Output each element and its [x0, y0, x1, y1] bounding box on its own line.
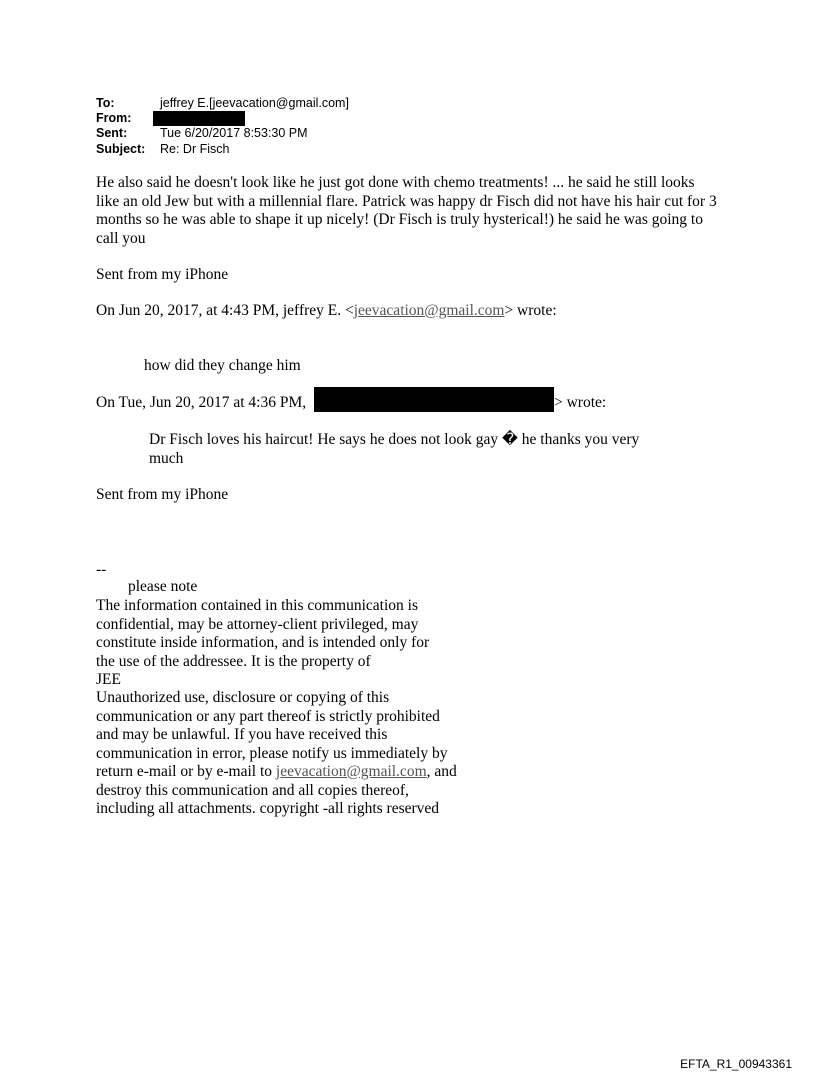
- sent-from-iphone-1: Sent from my iPhone: [96, 266, 229, 283]
- disclaimer-jee: JEE: [96, 671, 121, 688]
- quote-header-2-prefix: On Tue, Jun 20, 2017 at 4:36 PM,: [96, 394, 307, 411]
- quote-header-1-prefix: On Jun 20, 2017, at 4:43 PM, jeffrey E. <: [96, 302, 354, 319]
- quote-header-1-suffix: > wrote:: [504, 302, 557, 319]
- subject-value: Re: Dr Fisch: [160, 142, 230, 156]
- disclaimer-text-2: Unauthorized use, disclosure or copying of this communication or any part thereof is strictly prohibited and may be unlawful. If you have received this communication in error, please notify us immediately by return e-mail or by e-mail to: [96, 689, 448, 780]
- to-value: jeffrey E.[jeevacation@gmail.com]: [160, 96, 349, 110]
- disclaimer-part-1: The information contained in this communication is confidential, may be attorney-client privileged, may constitute inside information, and is intended only for the use of the addressee. It is the property of: [96, 597, 430, 670]
- disclaimer-text-3: , and destroy this communication and all copies thereof, including all attachments. copyright -all rights reserved: [96, 763, 457, 817]
- quote-header-2-suffix: > wrote:: [554, 394, 607, 411]
- sent-from-iphone-2: Sent from my iPhone: [96, 486, 229, 503]
- sent-value: Tue 6/20/2017 8:53:30 PM: [160, 126, 308, 140]
- reply-1: how did they change him: [144, 357, 301, 374]
- document-id: EFTA_R1_00943361: [680, 1057, 792, 1071]
- redaction-sender: [314, 387, 554, 412]
- email-link-2[interactable]: jeevacation@gmail.com: [275, 763, 427, 780]
- signature-dashes: --: [96, 561, 107, 578]
- please-note: please note: [128, 578, 198, 595]
- email-link-1[interactable]: jeevacation@gmail.com: [353, 302, 505, 319]
- disclaimer-part-2: [96, 689, 466, 819]
- subject-label: Subject:: [96, 142, 146, 156]
- quote-header-1: [96, 302, 557, 321]
- body-paragraph: He also said he doesn't look like he just got done with chemo treatments! ... he said he still looks like an old Jew but with a millennial flare. Patrick was happy dr Fisch did not have his hair cut for 3 months so he was able to shape it up nicely! (Dr Fisch is truly hysterical!) he said he was going to call you: [96, 174, 717, 247]
- reply-2: Dr Fisch loves his haircut! He says he does not look gay � he thanks you very much: [149, 431, 640, 467]
- redaction-from: [153, 111, 245, 126]
- sent-label: Sent:: [96, 126, 128, 140]
- to-label: To:: [96, 96, 115, 110]
- from-label: From:: [96, 111, 132, 125]
